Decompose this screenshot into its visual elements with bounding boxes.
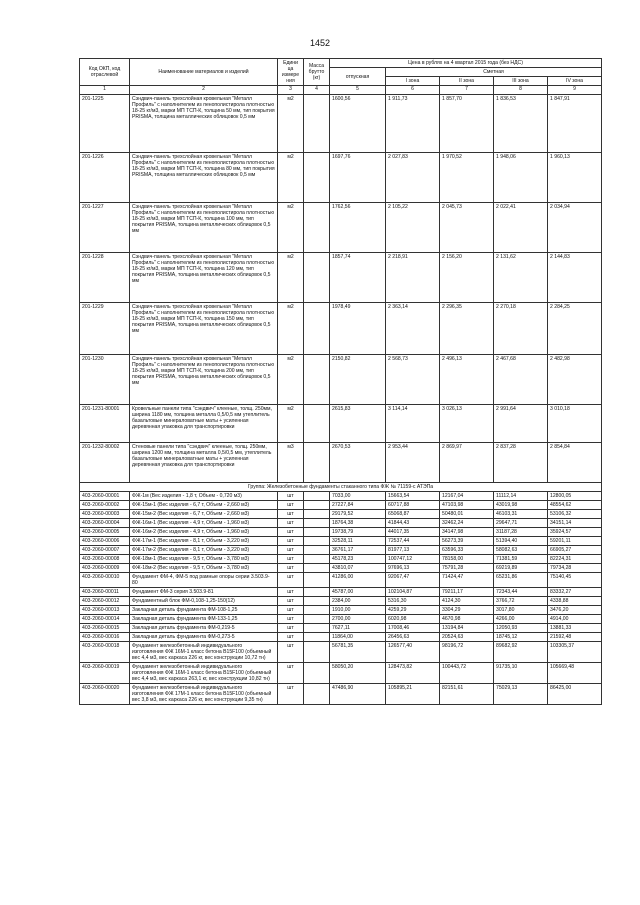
cell-code: 403-2060-00011	[80, 587, 130, 596]
cell-name: Фундамент железобетонный индивидуального изготовления ФЖ 16М-1 класс бетона В15F100 (объемный вес 4,4 м3, вес каркаса 263,1 кг, вес конструкции 10,82 тн)	[130, 662, 278, 683]
cell-zone-1-price: 2 105,22	[386, 202, 440, 252]
cell-name: ФЖ-16м-1 (Вес изделия - 4,9 т, Объем - 1,960 м3)	[130, 518, 278, 527]
cell-zone-4-price: 48554,62	[548, 500, 602, 509]
cell-release-price: 1600,56	[330, 94, 386, 152]
cell-zone-3-price: 3017,80	[494, 605, 548, 614]
cell-name: Фундамент железобетонный индивидуального изготовления ФЖ 17М-1 класс бетона В15F100 (объемный вес 3,8 м3, вес каркаса 226 кг, вес конструкции 9,35 тн)	[130, 683, 278, 704]
cell-zone-2-price: 50480,01	[440, 509, 494, 518]
cell-code: 201-1228	[80, 252, 130, 302]
cell-zone-3-price: 2 022,41	[494, 202, 548, 252]
table-row	[80, 563, 602, 572]
cell-unit: м2	[278, 354, 304, 404]
cell-zone-1-price: 126577,40	[386, 641, 440, 662]
cell-zone-2-price: 4124,30	[440, 596, 494, 605]
cell-release-price: 1697,76	[330, 152, 386, 202]
cell-zone-3-price: 4266,00	[494, 614, 548, 623]
cell-code: 403-2060-00020	[80, 683, 130, 704]
cell-release-price: 36761,17	[330, 545, 386, 554]
cell-release-price: 32528,11	[330, 536, 386, 545]
cell-mass	[304, 641, 330, 662]
column-number: 8	[494, 86, 548, 95]
cell-name: Кровельные панели типа "сэндвич" клееные, толщ. 250мм, ширина 1180 мм, толщина металла 0,5/0,5 мм утеплитель базальтовые минераловатные маты + усиленная деревянная упаковка для транспортировки	[130, 404, 278, 442]
cell-mass	[304, 545, 330, 554]
cell-zone-1-price: 128473,82	[386, 662, 440, 683]
cell-release-price: 47486,90	[330, 683, 386, 704]
group-row	[80, 482, 602, 491]
cell-code: 201-1225	[80, 94, 130, 152]
cell-code: 403-2060-00001	[80, 491, 130, 500]
table-row	[80, 536, 602, 545]
cell-unit: шт	[278, 500, 304, 509]
table-row	[80, 442, 602, 482]
cell-zone-3-price: 46103,31	[494, 509, 548, 518]
cell-unit: шт	[278, 632, 304, 641]
cell-zone-3-price: 29647,71	[494, 518, 548, 527]
cell-mass	[304, 518, 330, 527]
cell-unit: шт	[278, 527, 304, 536]
column-number: 4	[304, 86, 330, 95]
cell-zone-2-price: 63596,33	[440, 545, 494, 554]
table-row	[80, 623, 602, 632]
cell-mass	[304, 536, 330, 545]
cell-release-price: 1978,49	[330, 302, 386, 354]
cell-zone-2-price: 2 496,13	[440, 354, 494, 404]
group-title: Группа: Железобетонные фундаменты стаканного типа ФЖ № 71159-с АТЭПа	[80, 482, 602, 491]
header-mass: Масса брутто (кг)	[304, 59, 330, 86]
table-body	[80, 94, 602, 704]
cell-zone-3-price: 2 131,62	[494, 252, 548, 302]
column-number: 7	[440, 86, 494, 95]
cell-zone-2-price: 2 296,35	[440, 302, 494, 354]
cell-zone-4-price: 83332,27	[548, 587, 602, 596]
cell-mass	[304, 662, 330, 683]
table-row	[80, 572, 602, 587]
table-row	[80, 683, 602, 704]
cell-zone-1-price: 60717,88	[386, 500, 440, 509]
header-name: Наименование материалов и изделий	[130, 59, 278, 86]
cell-name: ФЖ-17м-1 (Вес изделия - 8,1 т, Объем - 3,220 м3)	[130, 536, 278, 545]
cell-mass	[304, 442, 330, 482]
cell-zone-2-price: 82151,61	[440, 683, 494, 704]
cell-unit: шт	[278, 641, 304, 662]
cell-mass	[304, 500, 330, 509]
cell-zone-1-price: 92067,47	[386, 572, 440, 587]
cell-unit: м2	[278, 404, 304, 442]
cell-code: 201-1232-80002	[80, 442, 130, 482]
cell-release-price: 2150,82	[330, 354, 386, 404]
cell-mass	[304, 491, 330, 500]
cell-mass	[304, 202, 330, 252]
cell-release-price: 2670,53	[330, 442, 386, 482]
cell-mass	[304, 596, 330, 605]
cell-zone-3-price: 51394,40	[494, 536, 548, 545]
cell-code: 403-2060-00016	[80, 632, 130, 641]
cell-zone-2-price: 13194,84	[440, 623, 494, 632]
cell-release-price: 41286,00	[330, 572, 386, 587]
cell-release-price: 7627,11	[330, 623, 386, 632]
cell-zone-4-price: 53106,32	[548, 509, 602, 518]
cell-code: 403-2060-00014	[80, 614, 130, 623]
cell-code: 403-2060-00004	[80, 518, 130, 527]
cell-release-price: 19738,79	[330, 527, 386, 536]
cell-zone-4-price: 59201,11	[548, 536, 602, 545]
cell-unit: шт	[278, 587, 304, 596]
cell-zone-1-price: 15663,54	[386, 491, 440, 500]
cell-release-price: 56781,35	[330, 641, 386, 662]
cell-name: Закладная деталь фундамента ФМ-108-1,25	[130, 605, 278, 614]
price-table	[79, 58, 602, 705]
cell-zone-1-price: 100747,12	[386, 554, 440, 563]
cell-zone-1-price: 102104,87	[386, 587, 440, 596]
cell-unit: шт	[278, 509, 304, 518]
cell-unit: шт	[278, 563, 304, 572]
cell-code: 201-1231-80001	[80, 404, 130, 442]
cell-mass	[304, 623, 330, 632]
cell-zone-2-price: 4670,98	[440, 614, 494, 623]
cell-unit: шт	[278, 596, 304, 605]
cell-release-price: 1857,74	[330, 252, 386, 302]
cell-zone-2-price: 2 045,73	[440, 202, 494, 252]
cell-zone-1-price: 105895,21	[386, 683, 440, 704]
cell-zone-1-price: 4259,29	[386, 605, 440, 614]
cell-name: ФЖ-17м-2 (Вес изделия - 8,1 т, Объем - 3,220 м3)	[130, 545, 278, 554]
cell-name: Сэндвич-панель трехслойная кровельная "Металл Профиль" с наполнителем из пенополистирола плотностью 18-25 кг/м3, марки МП ТСП-К, толщина 100 мм, тип покрытия PRISMA, толщина металлических облицовок 0,5 мм	[130, 202, 278, 252]
table-row	[80, 302, 602, 354]
cell-zone-2-price: 71424,47	[440, 572, 494, 587]
cell-name: Сэндвич-панель трехслойная кровельная "Металл Профиль" с наполнителем из пенополистирола плотностью 18-25 кг/м3, марки МП ТСП-К, толщина 200 мм, тип покрытия PRISMA, толщина металлических облицовок 0,5 мм	[130, 354, 278, 404]
cell-zone-4-price: 105669,48	[548, 662, 602, 683]
cell-release-price: 27227,84	[330, 500, 386, 509]
cell-name: Сэндвич-панель трехслойная кровельная "Металл Профиль" с наполнителем из пенополистирола плотностью 18-25 кг/м3, марки МП ТСП-К, толщина 150 мм, тип покрытия PRISMA, толщина металлических облицовок 0,5 мм	[130, 302, 278, 354]
cell-zone-4-price: 3 010,18	[548, 404, 602, 442]
cell-zone-1-price: 3 114,14	[386, 404, 440, 442]
header-estimate: Сметная	[386, 68, 602, 77]
cell-zone-4-price: 82224,31	[548, 554, 602, 563]
cell-name: ФЖ-15м-1 (Вес изделия - 6,7 т, Объем - 2,660 м3)	[130, 500, 278, 509]
cell-unit: м2	[278, 202, 304, 252]
cell-zone-3-price: 2 467,68	[494, 354, 548, 404]
column-number: 9	[548, 86, 602, 95]
cell-code: 403-2060-00018	[80, 641, 130, 662]
cell-mass	[304, 252, 330, 302]
header-code: Код ОКП, код отраслевой	[80, 59, 130, 86]
cell-zone-3-price: 31187,28	[494, 527, 548, 536]
table-row	[80, 518, 602, 527]
table-row	[80, 632, 602, 641]
table-row	[80, 491, 602, 500]
cell-code: 403-2060-00006	[80, 536, 130, 545]
cell-zone-2-price: 56273,39	[440, 536, 494, 545]
cell-mass	[304, 614, 330, 623]
cell-zone-4-price: 13881,33	[548, 623, 602, 632]
cell-release-price: 45178,23	[330, 554, 386, 563]
cell-zone-2-price: 3304,29	[440, 605, 494, 614]
cell-zone-1-price: 72537,44	[386, 536, 440, 545]
cell-zone-1-price: 41844,43	[386, 518, 440, 527]
table-row	[80, 509, 602, 518]
cell-zone-4-price: 4914,00	[548, 614, 602, 623]
cell-zone-4-price: 2 482,98	[548, 354, 602, 404]
cell-zone-3-price: 12050,93	[494, 623, 548, 632]
cell-unit: шт	[278, 614, 304, 623]
cell-code: 403-2060-00008	[80, 554, 130, 563]
cell-code: 403-2060-00003	[80, 509, 130, 518]
cell-zone-2-price: 75791,28	[440, 563, 494, 572]
cell-zone-2-price: 32462,24	[440, 518, 494, 527]
cell-name: Фундамент ФМ-3 серия 3.503.9-81	[130, 587, 278, 596]
header-zone-1: I зона	[386, 77, 440, 86]
cell-unit: шт	[278, 572, 304, 587]
cell-mass	[304, 632, 330, 641]
cell-unit: шт	[278, 536, 304, 545]
table-row	[80, 587, 602, 596]
cell-zone-4-price: 79734,28	[548, 563, 602, 572]
cell-code: 403-2060-00015	[80, 623, 130, 632]
cell-zone-2-price: 100443,72	[440, 662, 494, 683]
cell-name: ФЖ-16м-2 (Вес изделия - 4,9 т, Объем - 1,960 м3)	[130, 527, 278, 536]
column-number: 5	[330, 86, 386, 95]
cell-unit: шт	[278, 545, 304, 554]
cell-name: Сэндвич-панель трехслойная кровельная "Металл Профиль" с наполнителем из пенополистирола плотностью 18-25 кг/м3, марки МП ТСП-К, толщина 50 мм, тип покрытия PRISMA, толщина металлических облицовок 0,5 мм	[130, 94, 278, 152]
cell-unit: шт	[278, 518, 304, 527]
cell-name: Фундаментный блок ФМ-0,108-1,25-150(12)	[130, 596, 278, 605]
cell-release-price: 7033,00	[330, 491, 386, 500]
cell-zone-4-price: 103305,37	[548, 641, 602, 662]
cell-zone-3-price: 1 836,53	[494, 94, 548, 152]
cell-zone-4-price: 21592,48	[548, 632, 602, 641]
cell-release-price: 1762,56	[330, 202, 386, 252]
table-row	[80, 596, 602, 605]
cell-zone-4-price: 35924,57	[548, 527, 602, 536]
cell-zone-4-price: 2 144,83	[548, 252, 602, 302]
header-zone-2: II зона	[440, 77, 494, 86]
cell-name: Фундамент ФМ-4, ФМ-5 под рамные опоры серии 3.503.9-80	[130, 572, 278, 587]
table-row	[80, 641, 602, 662]
cell-zone-3-price: 3766,72	[494, 596, 548, 605]
cell-code: 403-2060-00010	[80, 572, 130, 587]
cell-release-price: 29179,52	[330, 509, 386, 518]
cell-zone-2-price: 2 869,97	[440, 442, 494, 482]
header-zone-4: IV зона	[548, 77, 602, 86]
cell-zone-4-price: 12800,05	[548, 491, 602, 500]
cell-mass	[304, 302, 330, 354]
cell-zone-1-price: 6020,98	[386, 614, 440, 623]
cell-name: Сэндвич-панель трехслойная кровельная "Металл Профиль" с наполнителем из пенополистирола плотностью 18-25 кг/м3, марки МП ТСП-К, толщина 80 мм, тип покрытия PRISMA, толщина металлических облицовок 0,5 мм	[130, 152, 278, 202]
cell-mass	[304, 554, 330, 563]
table-row	[80, 662, 602, 683]
cell-mass	[304, 605, 330, 614]
cell-zone-2-price: 12167,04	[440, 491, 494, 500]
cell-zone-1-price: 26456,63	[386, 632, 440, 641]
cell-mass	[304, 94, 330, 152]
cell-unit: шт	[278, 683, 304, 704]
cell-zone-4-price: 3476,20	[548, 605, 602, 614]
cell-release-price: 11864,00	[330, 632, 386, 641]
table-row	[80, 500, 602, 509]
cell-zone-1-price: 2 568,73	[386, 354, 440, 404]
cell-unit: м3	[278, 442, 304, 482]
cell-zone-4-price: 4338,88	[548, 596, 602, 605]
cell-zone-2-price: 34147,98	[440, 527, 494, 536]
cell-zone-4-price: 2 284,25	[548, 302, 602, 354]
cell-zone-3-price: 72343,44	[494, 587, 548, 596]
cell-unit: м2	[278, 302, 304, 354]
cell-mass	[304, 563, 330, 572]
cell-code: 403-2060-00007	[80, 545, 130, 554]
cell-release-price: 45787,00	[330, 587, 386, 596]
cell-zone-3-price: 1 948,06	[494, 152, 548, 202]
cell-unit: шт	[278, 662, 304, 683]
cell-zone-3-price: 2 991,64	[494, 404, 548, 442]
cell-unit: шт	[278, 491, 304, 500]
header-price-group: Цена в рублях на 4 квартал 2015 года (без НДС)	[330, 59, 602, 68]
cell-name: Закладная деталь фундамента ФМ-0,273-5	[130, 632, 278, 641]
cell-mass	[304, 527, 330, 536]
cell-name: Закладная деталь фундамента ФМ-133-1,25	[130, 614, 278, 623]
cell-code: 403-2060-00005	[80, 527, 130, 536]
cell-zone-1-price: 2 953,44	[386, 442, 440, 482]
table-row	[80, 527, 602, 536]
cell-mass	[304, 404, 330, 442]
cell-code: 403-2060-00019	[80, 662, 130, 683]
cell-zone-2-price: 1 857,70	[440, 94, 494, 152]
cell-mass	[304, 587, 330, 596]
cell-code: 201-1226	[80, 152, 130, 202]
cell-name: ФЖ-1м (Вес изделия - 1,8 т, Объем - 0,720 м3)	[130, 491, 278, 500]
cell-release-price: 18764,38	[330, 518, 386, 527]
cell-release-price: 1910,00	[330, 605, 386, 614]
cell-zone-3-price: 43019,98	[494, 500, 548, 509]
cell-zone-4-price: 1 960,13	[548, 152, 602, 202]
cell-zone-4-price: 2 034,94	[548, 202, 602, 252]
cell-name: ФЖ-18м-2 (Вес изделия - 9,5 т, Объем - 3,780 м3)	[130, 563, 278, 572]
cell-zone-3-price: 75029,13	[494, 683, 548, 704]
cell-release-price: 58050,20	[330, 662, 386, 683]
cell-zone-3-price: 65231,86	[494, 572, 548, 587]
cell-code: 403-2060-00009	[80, 563, 130, 572]
cell-code: 403-2060-00013	[80, 605, 130, 614]
cell-zone-2-price: 20524,63	[440, 632, 494, 641]
cell-name: ФЖ-18м-1 (Вес изделия - 9,5 т, Объем - 3,780 м3)	[130, 554, 278, 563]
cell-zone-1-price: 5316,30	[386, 596, 440, 605]
cell-unit: м2	[278, 152, 304, 202]
cell-name: ФЖ-15м-2 (Вес изделия - 6,7 т, Объем - 2,660 м3)	[130, 509, 278, 518]
cell-release-price: 2615,83	[330, 404, 386, 442]
cell-release-price: 43810,07	[330, 563, 386, 572]
table-row	[80, 354, 602, 404]
table-row	[80, 605, 602, 614]
column-number: 1	[80, 86, 130, 95]
cell-mass	[304, 509, 330, 518]
header-row-1	[80, 59, 602, 68]
cell-zone-1-price: 2 363,14	[386, 302, 440, 354]
cell-release-price: 2700,00	[330, 614, 386, 623]
cell-zone-1-price: 81977,13	[386, 545, 440, 554]
cell-zone-3-price: 69219,89	[494, 563, 548, 572]
cell-mass	[304, 683, 330, 704]
cell-zone-2-price: 2 156,20	[440, 252, 494, 302]
cell-zone-4-price: 66905,27	[548, 545, 602, 554]
table-row	[80, 252, 602, 302]
cell-zone-3-price: 11112,14	[494, 491, 548, 500]
cell-name: Стеновые панели типа "сэндвич" клееные, толщ. 250мм, ширина 1200 мм, толщина металла 0,5/0,5 мм, утеплитель базальтовые минераловатные маты + усиленная деревянная упаковка для транспортировки	[130, 442, 278, 482]
cell-mass	[304, 572, 330, 587]
column-number: 6	[386, 86, 440, 95]
cell-zone-2-price: 78158,00	[440, 554, 494, 563]
cell-code: 201-1230	[80, 354, 130, 404]
cell-zone-2-price: 1 970,52	[440, 152, 494, 202]
cell-unit: шт	[278, 605, 304, 614]
cell-code: 201-1229	[80, 302, 130, 354]
table-row	[80, 614, 602, 623]
cell-zone-3-price: 58082,63	[494, 545, 548, 554]
cell-zone-2-price: 47103,98	[440, 500, 494, 509]
cell-release-price: 2384,00	[330, 596, 386, 605]
cell-zone-4-price: 1 847,91	[548, 94, 602, 152]
cell-name: Закладная деталь фундамента ФМ-0,219-5	[130, 623, 278, 632]
cell-zone-1-price: 1 911,73	[386, 94, 440, 152]
cell-zone-1-price: 2 218,91	[386, 252, 440, 302]
column-number: 3	[278, 86, 304, 95]
table-row	[80, 94, 602, 152]
cell-zone-3-price: 91735,10	[494, 662, 548, 683]
cell-unit: шт	[278, 623, 304, 632]
cell-unit: м2	[278, 94, 304, 152]
table-row	[80, 404, 602, 442]
cell-zone-4-price: 34151,14	[548, 518, 602, 527]
cell-zone-3-price: 89682,92	[494, 641, 548, 662]
cell-zone-2-price: 98196,72	[440, 641, 494, 662]
cell-unit: шт	[278, 554, 304, 563]
table-row	[80, 202, 602, 252]
cell-zone-4-price: 75140,45	[548, 572, 602, 587]
cell-zone-1-price: 2 027,83	[386, 152, 440, 202]
column-number: 2	[130, 86, 278, 95]
cell-name: Сэндвич-панель трехслойная кровельная "Металл Профиль" с наполнителем из пенополистирола плотностью 18-25 кг/м3, марки МП ТСП-К, толщина 120 мм, тип покрытия PRISMA, толщина металлических облицовок 0,5 мм	[130, 252, 278, 302]
cell-code: 403-2060-00002	[80, 500, 130, 509]
cell-zone-4-price: 2 854,84	[548, 442, 602, 482]
cell-zone-3-price: 18745,12	[494, 632, 548, 641]
cell-zone-3-price: 71381,59	[494, 554, 548, 563]
cell-code: 201-1227	[80, 202, 130, 252]
cell-zone-2-price: 3 026,13	[440, 404, 494, 442]
cell-zone-4-price: 86425,00	[548, 683, 602, 704]
table-row	[80, 545, 602, 554]
column-number-row	[80, 86, 602, 95]
cell-code: 403-2060-00012	[80, 596, 130, 605]
cell-zone-1-price: 44017,35	[386, 527, 440, 536]
cell-mass	[304, 152, 330, 202]
header-zone-3: III зона	[494, 77, 548, 86]
header-unit: Едини ца измере ния	[278, 59, 304, 86]
cell-unit: м2	[278, 252, 304, 302]
header-release: отпускная	[330, 68, 386, 86]
cell-zone-3-price: 2 837,28	[494, 442, 548, 482]
cell-zone-1-price: 65068,87	[386, 509, 440, 518]
cell-zone-2-price: 79211,17	[440, 587, 494, 596]
cell-zone-1-price: 97696,13	[386, 563, 440, 572]
table-row	[80, 152, 602, 202]
table-row	[80, 554, 602, 563]
cell-zone-3-price: 2 270,18	[494, 302, 548, 354]
page-number: 1452	[309, 38, 331, 48]
cell-zone-1-price: 17008,46	[386, 623, 440, 632]
cell-name: Фундамент железобетонный индивидуального изготовления ФЖ 16М-1 класс бетона В15F100 (объемный вес 4,4 м3, вес каркаса 226 кг, вес конструкции 10,72 тн)	[130, 641, 278, 662]
cell-mass	[304, 354, 330, 404]
